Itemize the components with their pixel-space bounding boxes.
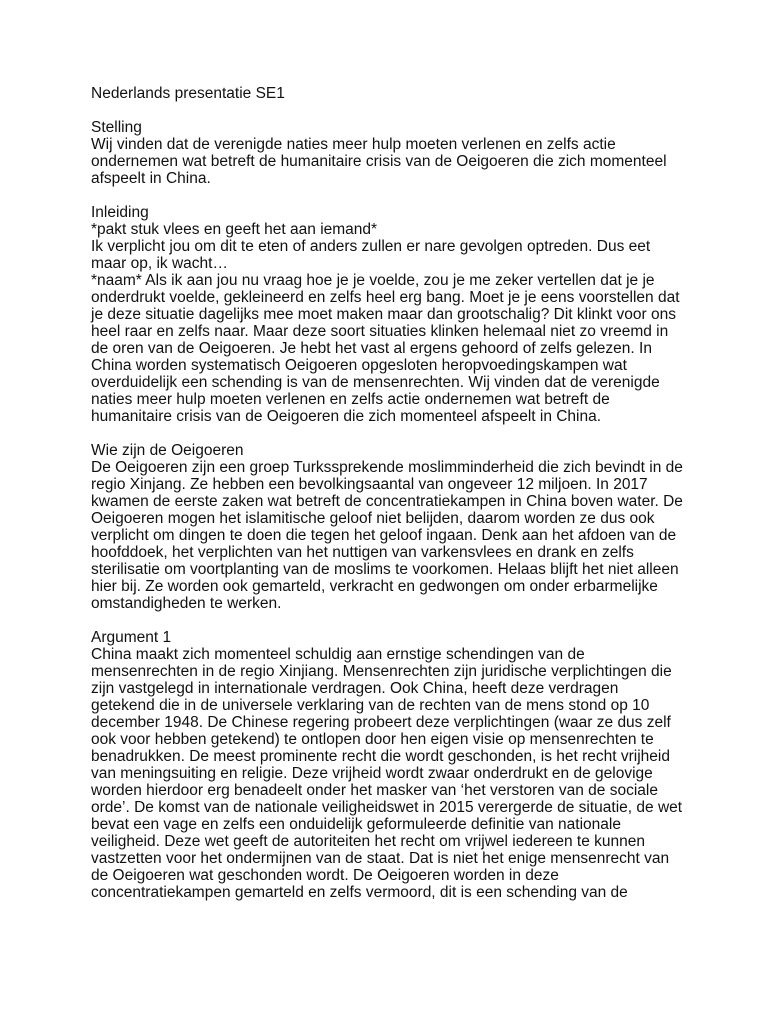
section-body: Wij vinden dat de verenigde naties meer hulp moeten verlenen en zelfs actie ondernemen wat betreft de humanitaire crisis van de Oeigoeren die zich momenteel afspeelt in China.	[91, 136, 667, 187]
section-wie-zijn-de-oeigoeren	[91, 442, 683, 612]
section-argument-1	[91, 629, 683, 901]
section-heading: Stelling	[91, 119, 142, 136]
section-heading: Inleiding	[91, 204, 149, 221]
section-body: China maakt zich momenteel schuldig aan ernstige schendingen van de mensenrechten in de regio Xinjiang. Mensenrechten zijn juridische verplichtingen die zijn vastgelegd in internationale verdragen. Ook China, heeft deze verdragen getekend die in de universele verklaring van de rechten van de mens stond op 10 december 1948. De Chinese regering probeert deze verplichtingen (waar ze dus zelf ook voor hebben getekend) te ontlopen door hen eigen visie op mensenrechten te benadrukken. De meest prominente recht die wordt geschonden, is het recht vrijheid van meningsuiting en religie. Deze vrijheid wordt zwaar onderdrukt en de gelovige worden hierdoor erg benadeelt onder het masker van ‘het verstoren van de sociale orde’. De komst van de nationale veiligheidswet in 2015 verergerde de situatie, de wet bevat een vage en zelfs een onduidelijk geformuleerde definitie van nationale veiligheid. Deze wet geeft de autoriteiten het recht om vrijwel iedereen te kunnen vastzetten voor het ondermijnen van de staat. Dat is niet het enige mensenrecht van de Oeigoeren wat geschonden wordt. De Oeigoeren worden in deze concentratiekampen gemarteld en zelfs vermoord, dit is een schending van de	[91, 646, 683, 901]
section-stelling	[91, 119, 683, 187]
document-page	[91, 85, 683, 918]
section-body: De Oeigoeren zijn een groep Turkssprekende moslimminderheid die zich bevindt in de regio Xinjang. Ze hebben een bevolkingsaantal van ongeveer 12 miljoen. In 2017 kwamen de eerste zaken wat betreft de concentratiekampen in China boven water. De Oeigoeren mogen het islamitische geloof niet belijden, daarom worden ze dus ook verplicht om dingen te doen die tegen het geloof ingaan. Denk aan het afdoen van de hoofddoek, het verplichten van het nuttigen van varkensvlees en drank en zelfs sterilisatie om voortplanting van de moslims te voorkomen. Helaas blijft het niet alleen hier bij. Ze worden ook gemarteld, verkracht en gedwongen om onder erbarmelijke omstandigheden te werken.	[91, 459, 683, 612]
section-heading: Wie zijn de Oeigoeren	[91, 442, 244, 459]
section-body: *pakt stuk vlees en geeft het aan iemand* Ik verplicht jou om dit te eten of anders zullen er nare gevolgen optreden. Dus eet maar op, ik wacht… *naam* Als ik aan jou nu vraag hoe je je voelde, zou je me zeker vertellen dat je je onderdrukt voelde, gekleineerd en zelfs heel erg bang. Moet je je eens voorstellen dat je deze situatie dagelijks mee moet maken maar dan grootschalig? Dit klinkt voor ons heel raar en zelfs naar. Maar deze soort situaties klinken helemaal niet zo vreemd in de oren van de Oeigoeren. Je hebt het vast al ergens gehoord of zelfs gelezen. In China worden systematisch Oeigoeren opgesloten heropvoedingskampen wat overduidelijk een schending is van de mensenrechten. Wij vinden dat de verenigde naties meer hulp moeten verlenen en zelfs actie ondernemen wat betreft de humanitaire crisis van de Oeigoeren die zich momenteel afspeelt in China.	[91, 221, 680, 425]
section-inleiding	[91, 204, 683, 425]
section-heading: Argument 1	[91, 629, 172, 646]
document-title: Nederlands presentatie SE1	[91, 85, 285, 102]
